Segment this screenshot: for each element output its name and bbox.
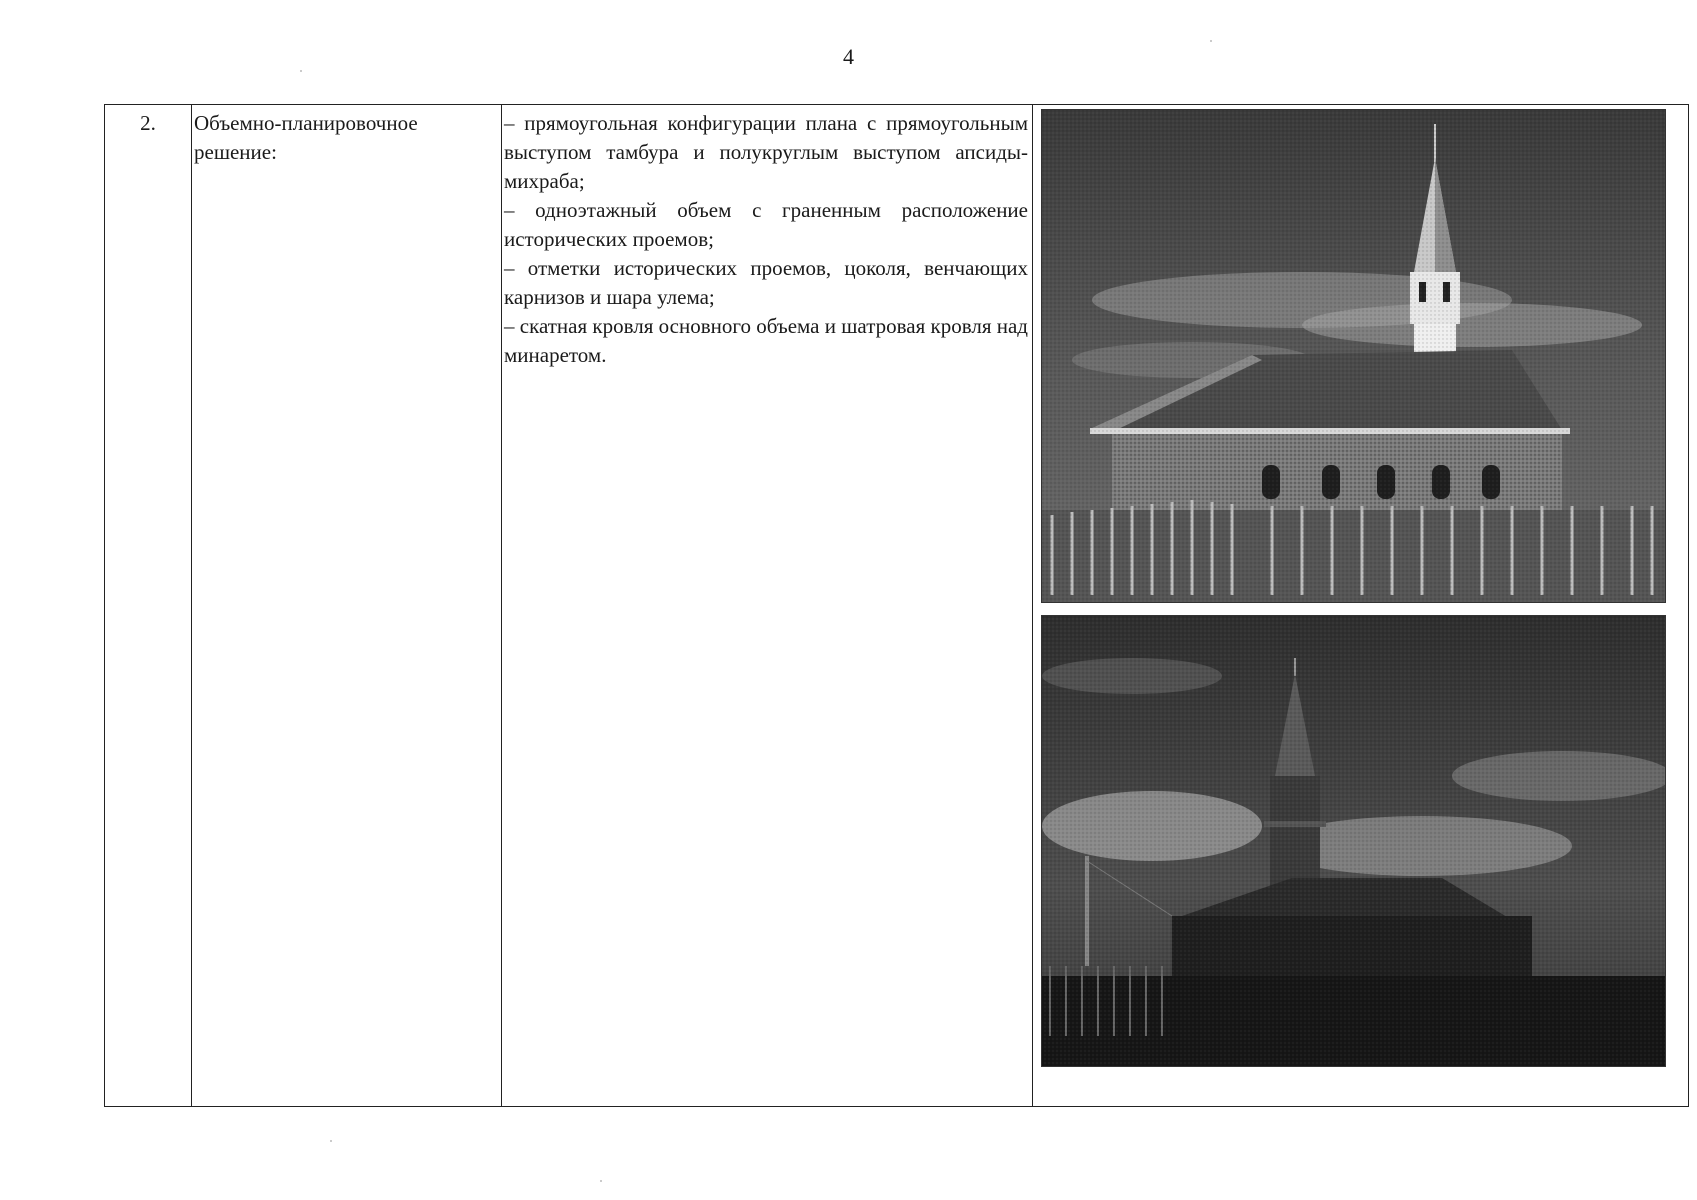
description-item: – одноэтажный объем с граненным расположение исторических проемов;	[504, 198, 1028, 251]
mosque-photo-top	[1041, 109, 1666, 603]
scan-speck	[300, 70, 302, 72]
row-label	[192, 105, 501, 167]
row-number: 2.	[140, 111, 156, 135]
row-description-cell	[502, 105, 1033, 1107]
row-label-line2: решение:	[194, 140, 277, 164]
row-number-cell	[105, 105, 192, 1107]
scan-speck	[600, 1180, 602, 1182]
row-label-cell	[192, 105, 502, 1107]
page-number: 4	[843, 44, 854, 69]
scan-speck	[1210, 40, 1212, 42]
scan-speck	[330, 1140, 332, 1142]
photos-cell	[1033, 105, 1689, 1107]
document-table	[104, 104, 1689, 1107]
table-row	[105, 105, 1689, 1107]
description-item: – скатная кровля основного объема и шатровая кровля над минаретом.	[504, 314, 1028, 367]
description-item: – отметки исторических проемов, цоколя, венчающих карнизов и шара улема;	[504, 256, 1028, 309]
row-label-line1: Объемно-планировочное	[194, 111, 418, 135]
mosque-photo-bottom	[1041, 615, 1666, 1067]
description-item: – прямоугольная конфигурации плана с прямоугольным выступом тамбура и полукруглым выступом апсиды-михраба;	[504, 111, 1028, 193]
